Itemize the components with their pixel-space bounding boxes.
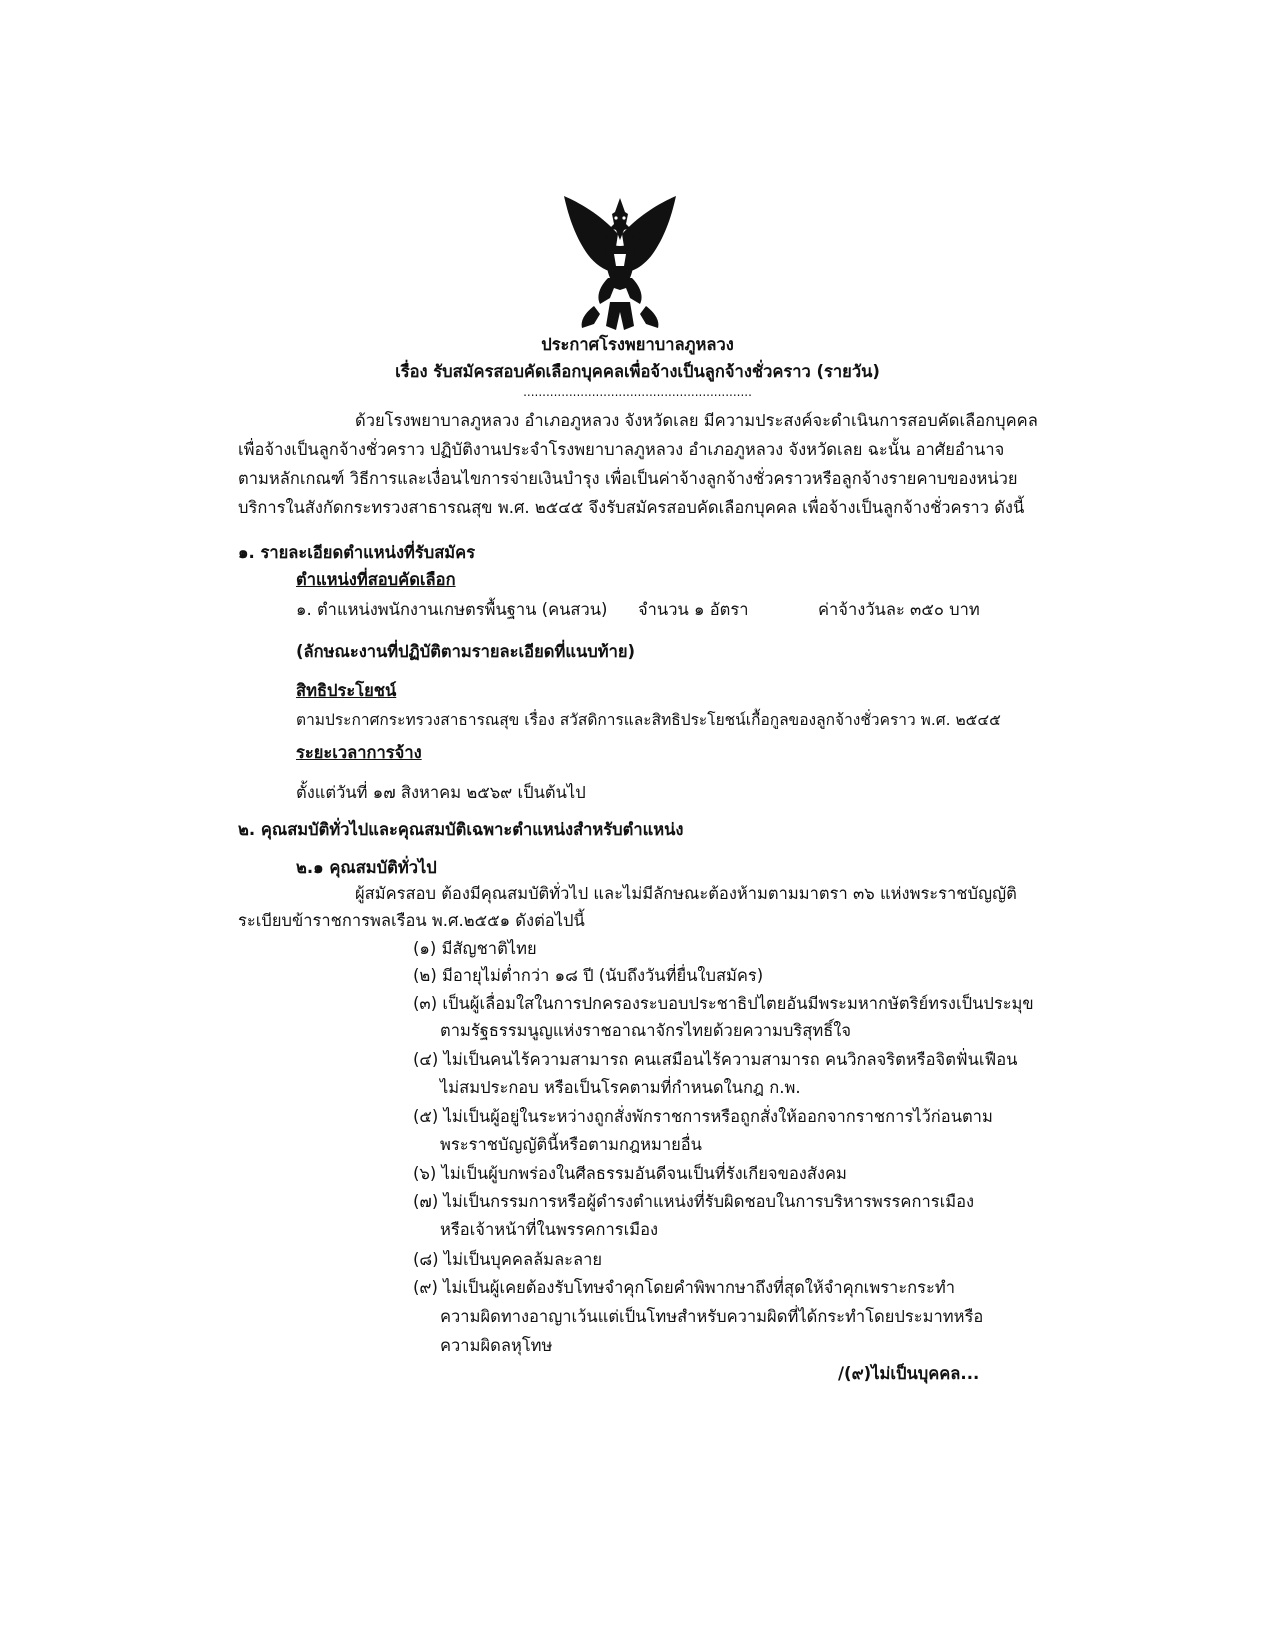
header-separator: ............................................................ [523,385,752,399]
qualification-item: (๙) ไม่เป็นผู้เคยต้องรับโทษจำคุกโดยคำพิพากษาถึงที่สุดให้จำคุกเพราะกระทำ [413,1278,956,1297]
qualification-intro: ระเบียบข้าราชการพลเรือน พ.ศ.๒๕๕๑ ดังต่อไปนี้ [238,911,585,930]
intro-line: เพื่อจ้างเป็นลูกจ้างชั่วคราว ปฏิบัติงานประจำโรงพยาบาลภูหลวง อำเภอภูหลวง จังหวัดเลย ฉะนั้น อาศัยอำนาจ [238,440,1005,459]
benefits-text: ตามประกาศกระทรวงสาธารณสุข เรื่อง สวัสดิการและสิทธิประโยชน์เกื้อกูลของลูกจ้างชั่วคราว พ.ศ. ๒๕๔๕ [296,711,1001,729]
qualification-item: (๗) ไม่เป็นกรรมการหรือผู้ดำรงตำแหน่งที่รับผิดชอบในการบริหารพรรคการเมือง [413,1192,975,1211]
qualification-item: (๓) เป็นผู้เลื่อมใสในการปกครองระบอบประชาธิปไตยอันมีพระมหากษัตริย์ทรงเป็นประมุข [413,994,1034,1013]
position-wage: ค่าจ้างวันละ ๓๕๐ บาท [818,600,980,619]
qualification-item-cont: ความผิดทางอาญาเว้นแต่เป็นโทษสำหรับความผิดที่ได้กระทำโดยประมาทหรือ [440,1307,984,1326]
intro-line: ด้วยโรงพยาบาลภูหลวง อำเภอภูหลวง จังหวัดเลย มีความประสงค์จะดำเนินการสอบคัดเลือกบุคคล [355,411,1038,430]
job-note: (ลักษณะงานที่ปฏิบัติตามรายละเอียดที่แนบท้าย) [296,642,636,661]
qualification-item-cont: ไม่สมประกอบ หรือเป็นโรคตามที่กำหนดในกฎ ก.พ. [440,1078,801,1097]
position-count: จำนวน ๑ อัตรา [638,600,749,619]
qualification-item: (๖) ไม่เป็นผู้บกพร่องในศีลธรรมอันดีจนเป็นที่รังเกียจของสังคม [413,1164,847,1183]
period-text: ตั้งแต่วันที่ ๑๗ สิงหาคม ๒๕๖๙ เป็นต้นไป [296,783,586,802]
section1-heading: ๑. รายละเอียดตำแหน่งที่รับสมัคร [238,543,476,562]
qualification-item-cont: ตามรัฐธรรมนูญแห่งราชอาณาจักรไทยด้วยความบริสุทธิ์ใจ [440,1021,852,1040]
period-heading: ระยะเวลาการจ้าง [296,743,422,762]
qualification-item-cont: พระราชบัญญัตินี้หรือตามกฎหมายอื่น [440,1135,702,1154]
announcement-subject: เรื่อง รับสมัครสอบคัดเลือกบุคคลเพื่อจ้างเป็นลูกจ้างชั่วคราว (รายวัน) [395,362,880,381]
qualification-intro: ผู้สมัครสอบ ต้องมีคุณสมบัติทั่วไป และไม่มีลักษณะต้องห้ามตามมาตรา ๓๖ แห่งพระราชบัญญัติ [355,884,1017,903]
qualification-item-cont: ความผิดลหุโทษ [440,1336,553,1355]
section2-subheading: ๒.๑ คุณสมบัติทั่วไป [296,858,437,877]
position-name: ๑. ตำแหน่งพนักงานเกษตรพื้นฐาน (คนสวน) [296,600,608,619]
intro-line: ตามหลักเกณฑ์ วิธีการและเงื่อนไขการจ่ายเงินบำรุง เพื่อเป็นค่าจ้างลูกจ้างชั่วคราวหรือลูกจ้างรายคาบของหน่วย [238,469,1018,488]
section2-heading: ๒. คุณสมบัติทั่วไปและคุณสมบัติเฉพาะตำแหน่งสำหรับตำแหน่ง [238,820,684,839]
announcement-title: ประกาศโรงพยาบาลภูหลวง [541,335,734,354]
qualification-item: (๔) ไม่เป็นคนไร้ความสามารถ คนเสมือนไร้ความสามารถ คนวิกลจริตหรือจิตฟั่นเฟือน [413,1050,1018,1069]
benefits-heading: สิทธิประโยชน์ [296,681,397,700]
continuation-marker: /(๙)ไม่เป็นบุคคล... [838,1364,980,1383]
qualification-item: (๒) มีอายุไม่ต่ำกว่า ๑๘ ปี (นับถึงวันที่ยื่นใบสมัคร) [413,966,764,985]
qualification-item: (๕) ไม่เป็นผู้อยู่ในระหว่างถูกสั่งพักราชการหรือถูกสั่งให้ออกจากราชการไว้ก่อนตาม [413,1107,993,1126]
qualification-item-cont: หรือเจ้าหน้าที่ในพรรคการเมือง [440,1220,659,1239]
garuda-emblem-icon [560,194,680,332]
qualification-item: (๘) ไม่เป็นบุคคลล้มละลาย [413,1250,603,1269]
intro-line: บริการในสังกัดกระทรวงสาธารณสุข พ.ศ. ๒๕๔๕ จึงรับสมัครสอบคัดเลือกบุคคล เพื่อจ้างเป็นลูกจ้างชั่วคราว ดังนี้ [238,498,1025,517]
position-heading: ตำแหน่งที่สอบคัดเลือก [296,570,456,589]
qualification-item: (๑) มีสัญชาติไทย [413,939,537,958]
